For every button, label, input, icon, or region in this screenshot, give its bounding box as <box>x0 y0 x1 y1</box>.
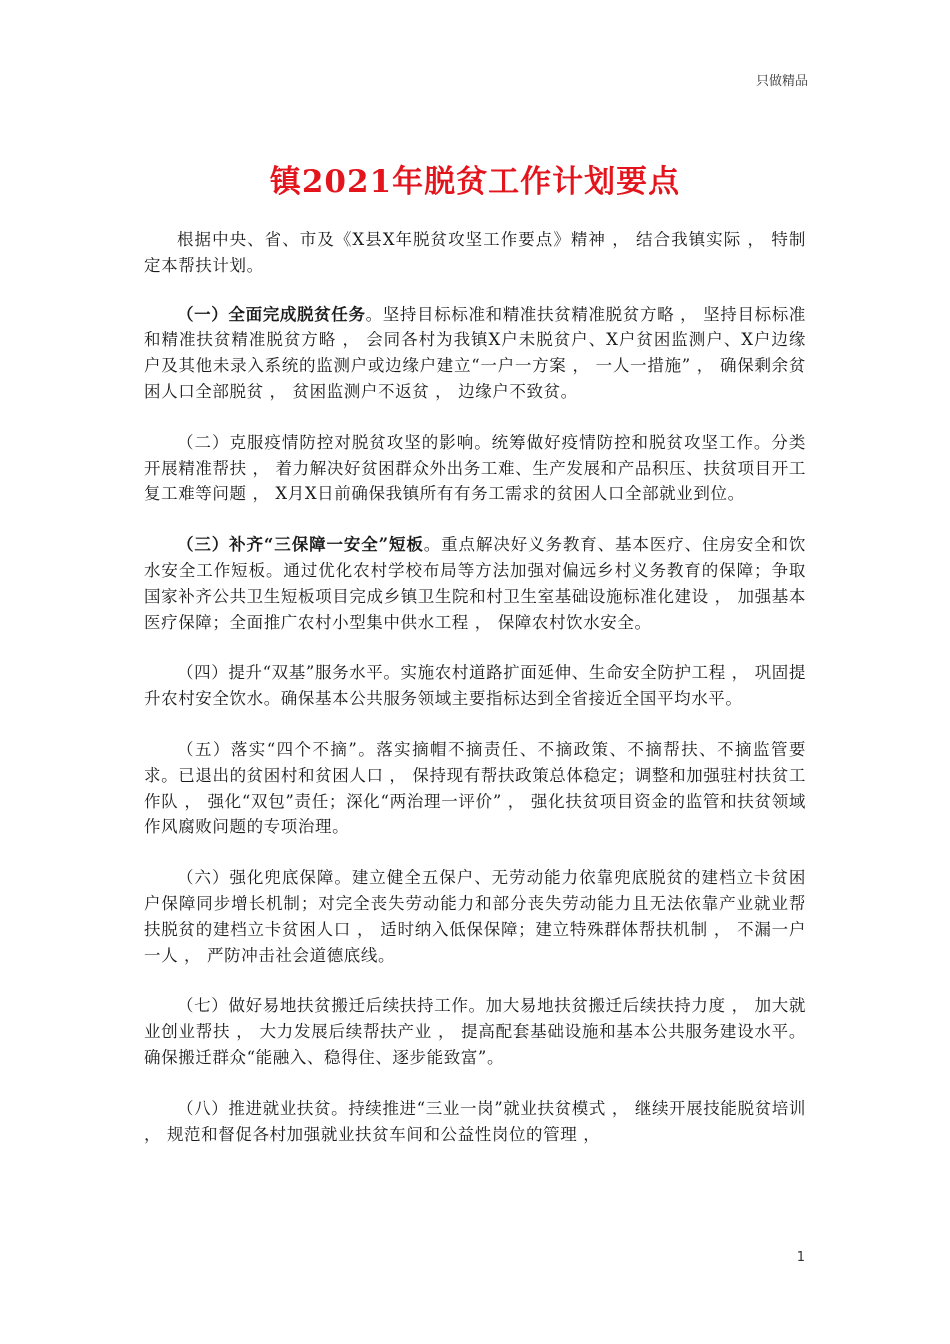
document-body <box>144 227 806 1172</box>
page-number: 1 <box>796 1250 805 1265</box>
section-3-text: 。重点解决好义务教育、基本医疗、住房安全和饮水安全工作短板。通过优化农村学校布局等方法加强对偏远乡村义务教育的保障；争取国家补齐公共卫生短板项目完成乡镇卫生院和村卫生室基础设施标准化建设 ， 加强基本医疗保障；全面推广农村小型集中供水工程 ， 保障农村饮水安全。 <box>144 535 806 632</box>
section-3-heading: （三）补齐“三保障一安全”短板 <box>177 535 424 555</box>
section-6-text: （六）强化兜底保障。建立健全五保户、无劳动能力依靠兜底脱贫的建档立卡贫困户保障同步增长机制；对完全丧失劳动能力和部分丧失劳动能力且无法依靠产业就业帮扶脱贫的建档立卡贫困人口 ， 适时纳入低保保障；建立特殊群体帮扶机制 ， 不漏一户一人 ， 严防冲击社会道德底线。 <box>144 868 806 965</box>
section-2-paragraph <box>144 430 806 507</box>
section-7-paragraph <box>144 993 806 1070</box>
document-title: 镇2021年脱贫工作计划要点 <box>269 164 681 200</box>
section-1-paragraph <box>144 302 806 405</box>
section-6-paragraph <box>144 865 806 968</box>
section-2-text: （二）克服疫情防控对脱贫攻坚的影响。统筹做好疫情防控和脱贫攻坚工作。分类开展精准帮扶 ， 着力解决好贫困群众外出务工难、生产发展和产品积压、扶贫项目开工复工难等问题 ， X月X日前确保我镇所有有务工需求的贫困人口全部就业到位。 <box>144 432 806 504</box>
section-5-paragraph <box>144 737 806 840</box>
section-3-paragraph <box>144 532 806 635</box>
section-4-text: （四）提升“双基”服务水平。实施农村道路扩面延伸、生命安全防护工程 ， 巩固提升农村安全饮水。确保基本公共服务领域主要指标达到全省接近全国平均水平。 <box>144 663 806 709</box>
intro-paragraph: 根据中央、省、市及《X县X年脱贫攻坚工作要点》精神 ， 结合我镇实际 ， 特制定本帮扶计划。 <box>144 230 806 275</box>
section-8-text: （八）推进就业扶贫。持续推进“三业一岗”就业扶贫模式 ， 继续开展技能脱贫培训 ， 规范和督促各村加强就业扶贫车间和公益性岗位的管理 ， <box>144 1098 806 1144</box>
section-8-paragraph <box>144 1096 806 1148</box>
section-1-text: 。坚持目标标准和精准扶贫精准脱贫方略 ， 坚持目标标准和精准扶贫精准脱贫方略 ， 会同各村为我镇X户未脱贫户、X户贫困监测户、X户边缘户及其他未录入系统的监测户或边缘户建立“一户一方案 ， 一人一措施” ， 确保剩余贫困人口全部脱贫 ， 贫困监测户不返贫 ， 边缘户不致贫。 <box>144 304 806 401</box>
section-5-text: （五）落实“四个不摘”。落实摘帽不摘责任、不摘政策、不摘帮扶、不摘监管要求。已退出的贫困村和贫困人口 ， 保持现有帮扶政策总体稳定；调整和加强驻村扶贫工作队 ， 强化“双包”责任；深化“两治理一评价” ， 强化扶贫项目资金的监管和扶贫领域作风腐败问题的专项治理。 <box>144 739 806 837</box>
section-7-text: （七）做好易地扶贫搬迁后续扶持工作。加大易地扶贫搬迁后续扶持力度 ， 加大就业创业帮扶 ， 大力发展后续帮扶产业 ， 提高配套基础设施和基本公共服务建设水平。确保搬迁群众“能融入、稳得住、逐步能致富”。 <box>144 996 806 1067</box>
header-note: 只做精品 <box>755 74 808 89</box>
section-4-paragraph <box>144 660 806 712</box>
section-1-heading: （一）全面完成脱贫任务 <box>177 304 366 324</box>
